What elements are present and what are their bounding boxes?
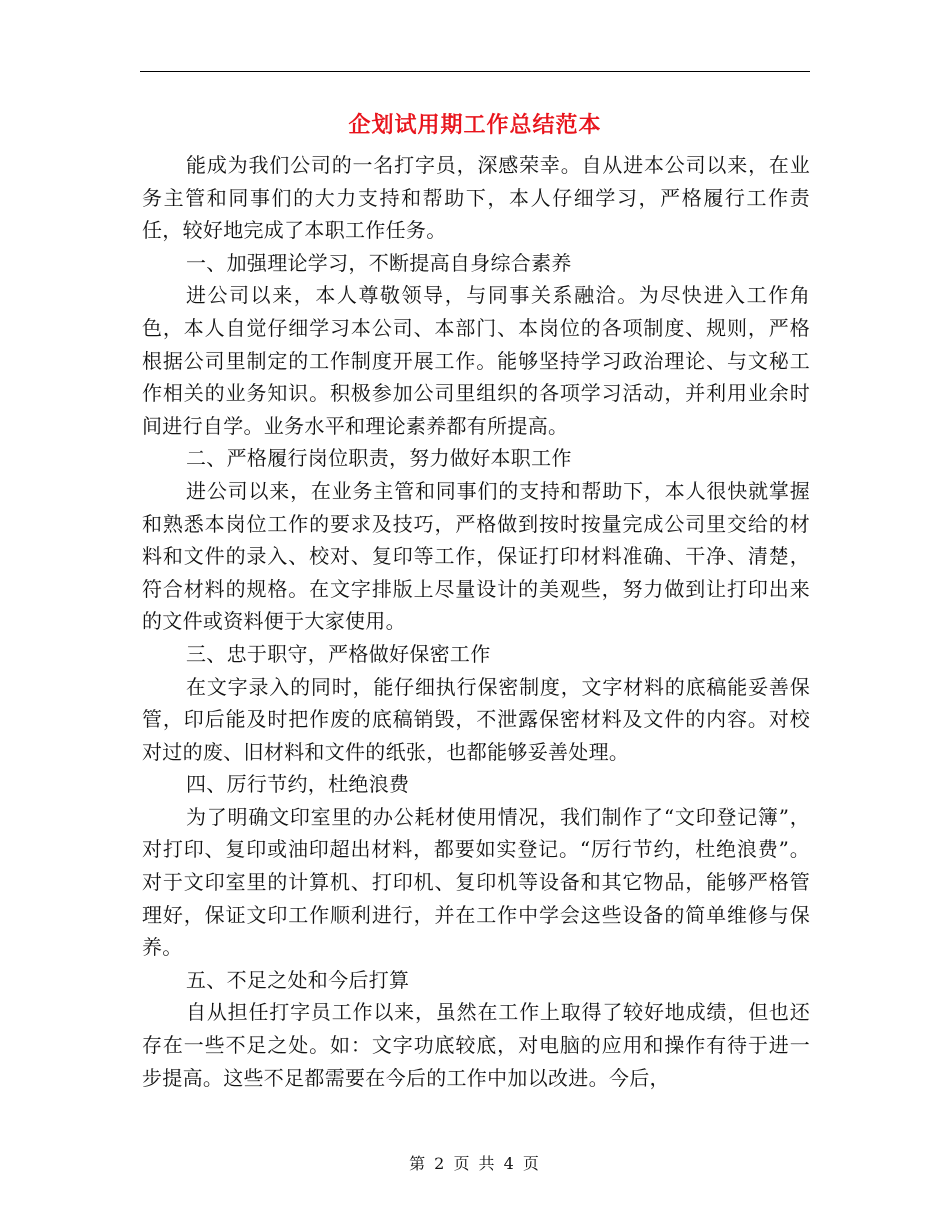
section-heading-3: 三、忠于职守，严格做好保密工作 [186,641,491,666]
header-rule [140,71,810,72]
document-body [142,149,810,1094]
page-number-footer: 第 2 页 共 4 页 [409,1154,541,1173]
section-heading-5: 五、不足之处和今后打算 [186,967,410,992]
section-heading-4: 四、厉行节约，杜绝浪费 [186,772,410,797]
section-heading-1: 一、加强理论学习，不断提高自身综合素养 [186,250,572,275]
intro-paragraph: 能成为我们公司的一名打字员，深感荣幸。自从进本公司以来，在业务主管和同事们的大力支持和帮助下，本人仔细学习，严格履行工作责任，较好地完成了本职工作任务。 [142,153,810,243]
document-title: 企划试用期工作总结范本 [348,113,602,138]
section-5-paragraph: 自从担任打字员工作以来，虽然在工作上取得了较好地成绩，但也还存在一些不足之处。如：文字功底较底，对电脑的应用和操作有待于进一步提高。这些不足都需要在今后的工作中加以改进。今后， [142,1000,810,1090]
section-1-paragraph: 进公司以来，本人尊敬领导，与同事关系融洽。为尽快进入工作角色，本人自觉仔细学习本公司、本部门、本岗位的各项制度、规则，严格根据公司里制定的工作制度开展工作。能够坚持学习政治理论、与文秘工作相关的业务知识。积极参加公司里组织的各项学习活动，并利用业余时间进行自学。业务水平和理论素养都有所提高。 [142,283,810,438]
section-3-paragraph: 在文字录入的同时，能仔细执行保密制度，文字材料的底稿能妥善保管，印后能及时把作废的底稿销毁，不泄露保密材料及文件的内容。对校对过的废、旧材料和文件的纸张，也都能够妥善处理。 [142,674,810,764]
section-heading-2: 二、严格履行岗位职责，努力做好本职工作 [186,446,572,471]
section-4-paragraph: 为了明确文印室里的办公耗材使用情况，我们制作了“文印登记簿”，对打印、复印或油印超出材料，都要如实登记。“厉行节约，杜绝浪费”。对于文印室里的计算机、打印机、复印机等设备和其它物品，能够严格管理好，保证文印工作顺利进行，并在工作中学会这些设备的简单维修与保养。 [142,804,810,960]
section-2-paragraph: 进公司以来，在业务主管和同事们的支持和帮助下，本人很快就掌握和熟悉本岗位工作的要求及技巧，严格做到按时按量完成公司里交给的材料和文件的录入、校对、复印等工作，保证打印材料准确、干净、清楚，符合材料的规格。在文字排版上尽量设计的美观些，努力做到让打印出来的文件或资料便于大家使用。 [142,478,810,634]
